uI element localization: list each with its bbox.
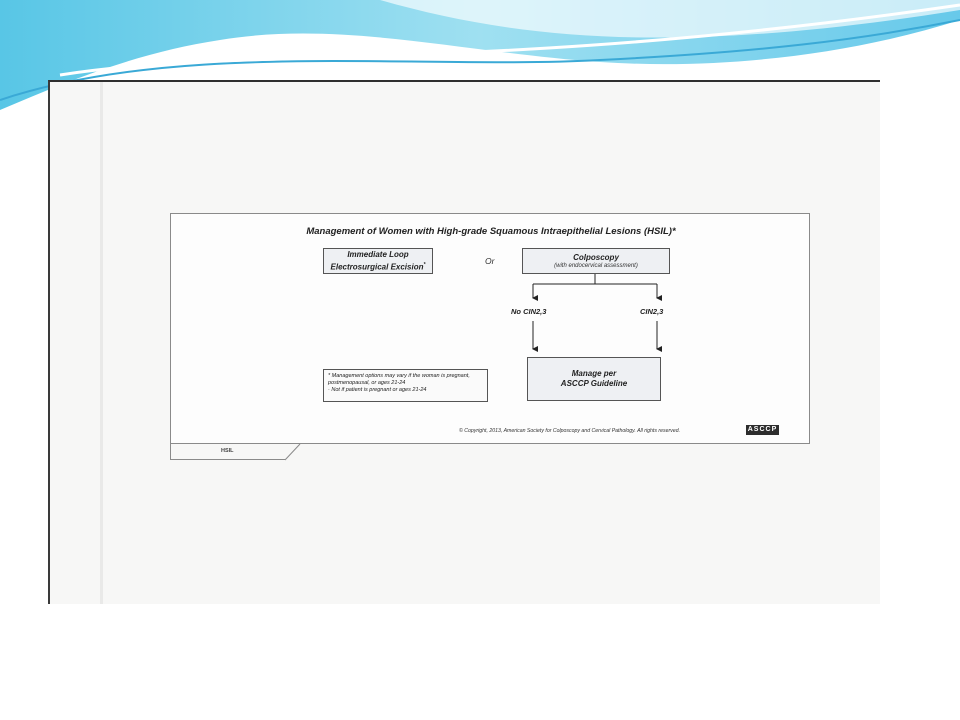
or-label: Or bbox=[485, 256, 495, 266]
algorithm-title: Management of Women with High-grade Squamous Intraepithelial Lesions (HSIL)* bbox=[306, 226, 676, 237]
cin-label: CIN2,3 bbox=[640, 307, 664, 316]
page-shadow bbox=[100, 82, 103, 604]
hsil-algorithm-card bbox=[170, 213, 810, 454]
manage-label-line1: Manage per bbox=[571, 369, 617, 378]
colposcopy-label: Colposcopy bbox=[573, 253, 619, 262]
page-code: HSIL bbox=[221, 448, 234, 454]
card-notch-line bbox=[284, 443, 304, 461]
copyright-text: © Copyright, 2013, American Society for Colposcopy and Cervical Pathology. All rights reserved. bbox=[459, 428, 681, 434]
colposcopy-box bbox=[522, 248, 670, 274]
footnote-1: * Management options may vary if the woman is pregnant, postmenopausal, or ages 21-24 bbox=[328, 373, 470, 386]
manage-box bbox=[527, 357, 661, 401]
leep-label: Immediate Loop Electrosurgical Excision* bbox=[330, 249, 426, 272]
colposcopy-sublabel: (with endocervical assessment) bbox=[554, 263, 638, 269]
footnote-2: · Not if patient is pregnant or ages 21-24 bbox=[328, 387, 427, 393]
flow-arrows bbox=[171, 214, 811, 445]
leep-box bbox=[323, 248, 433, 274]
no-cin-label: No CIN2,3 bbox=[511, 307, 547, 316]
card-tab-edge bbox=[170, 444, 285, 460]
footnote-box bbox=[323, 369, 488, 402]
asccp-logo: ASCCP bbox=[747, 426, 778, 433]
manage-label-line2: ASCCP Guideline bbox=[560, 379, 628, 388]
